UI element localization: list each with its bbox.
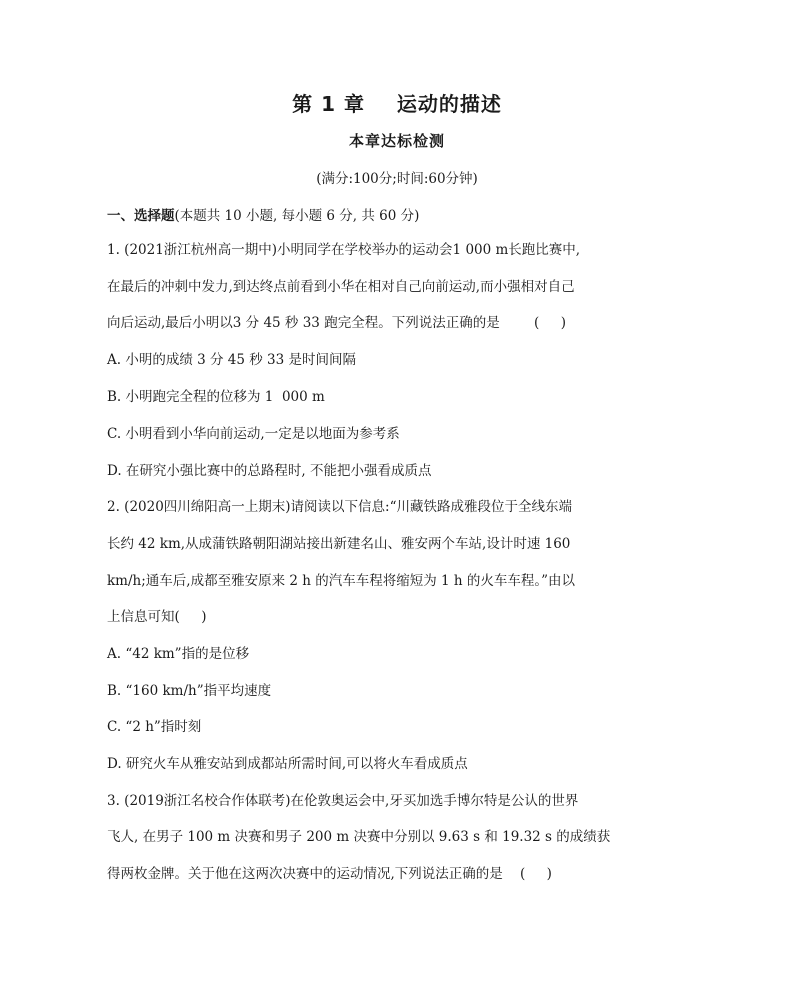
q2-option-c: C. “2 h”指时刻 — [107, 719, 202, 735]
q2-option-d: D. 研究火车从雅安站到成都站所需时间,可以将火车看成质点 — [107, 756, 468, 772]
q2-option-a: A. “42 km”指的是位移 — [107, 646, 250, 662]
q1-option-b: B. 小明跑完全程的位移为 1 000 m — [107, 389, 325, 405]
q2-line-4: 上信息可知( ) — [107, 609, 207, 625]
q1-line-1: 1. (2021浙江杭州高一期中)小明同学在学校举办的运动会1 000 m长跑比赛中, — [107, 242, 581, 258]
q2-line-1: 2. (2020四川绵阳高一上期末)请阅读以下信息:“川藏铁路成雅段位于全线东端 — [107, 499, 573, 515]
section-title: 本章达标检测 — [348, 132, 445, 150]
q1-option-d: D. 在研究小强比赛中的总路程时, 不能把小强看成质点 — [107, 463, 432, 479]
q1-option-c: C. 小明看到小华向前运动,一定是以地面为参考系 — [107, 426, 400, 442]
q1-line-2: 在最后的冲刺中发力,到达终点前看到小华在相对自己向前运动,而小强相对自己 — [107, 279, 575, 295]
chapter-title: 第 1 章 运动的描述 — [292, 92, 502, 116]
q3-line-1: 3. (2019浙江名校合作体联考)在伦敦奥运会中,牙买加选手博尔特是公认的世界 — [107, 793, 579, 809]
q2-option-b: B. “160 km/h”指平均速度 — [107, 683, 272, 699]
q3-line-2: 飞人, 在男子 100 m 决赛和男子 200 m 决赛中分别以 9.63 s 和 19.32 s 的成绩获 — [107, 829, 611, 845]
part-note: (本题共 10 小题, 每小题 6 分, 共 60 分) — [174, 208, 420, 224]
exam-meta: (满分:100分;时间:60分钟) — [316, 171, 478, 187]
q1-line-3: 向后运动,最后小明以3 分 45 秒 33 跑完全程。下列说法正确的是 ( ) — [107, 315, 567, 331]
q1-option-a: A. 小明的成绩 3 分 45 秒 33 是时间间隔 — [107, 352, 357, 368]
q2-line-2: 长约 42 km,从成蒲铁路朝阳湖站接出新建名山、雅安两个车站,设计时速 160 — [107, 536, 571, 552]
q3-line-3: 得两枚金牌。关于他在这两次决赛中的运动情况,下列说法正确的是 ( ) — [107, 866, 552, 882]
part-title: 一、选择题 — [107, 208, 175, 224]
q2-line-3: km/h;通车后,成都至雅安原来 2 h 的汽车车程将缩短为 1 h 的火车车程。”由以 — [107, 573, 576, 589]
part-heading — [107, 204, 419, 224]
